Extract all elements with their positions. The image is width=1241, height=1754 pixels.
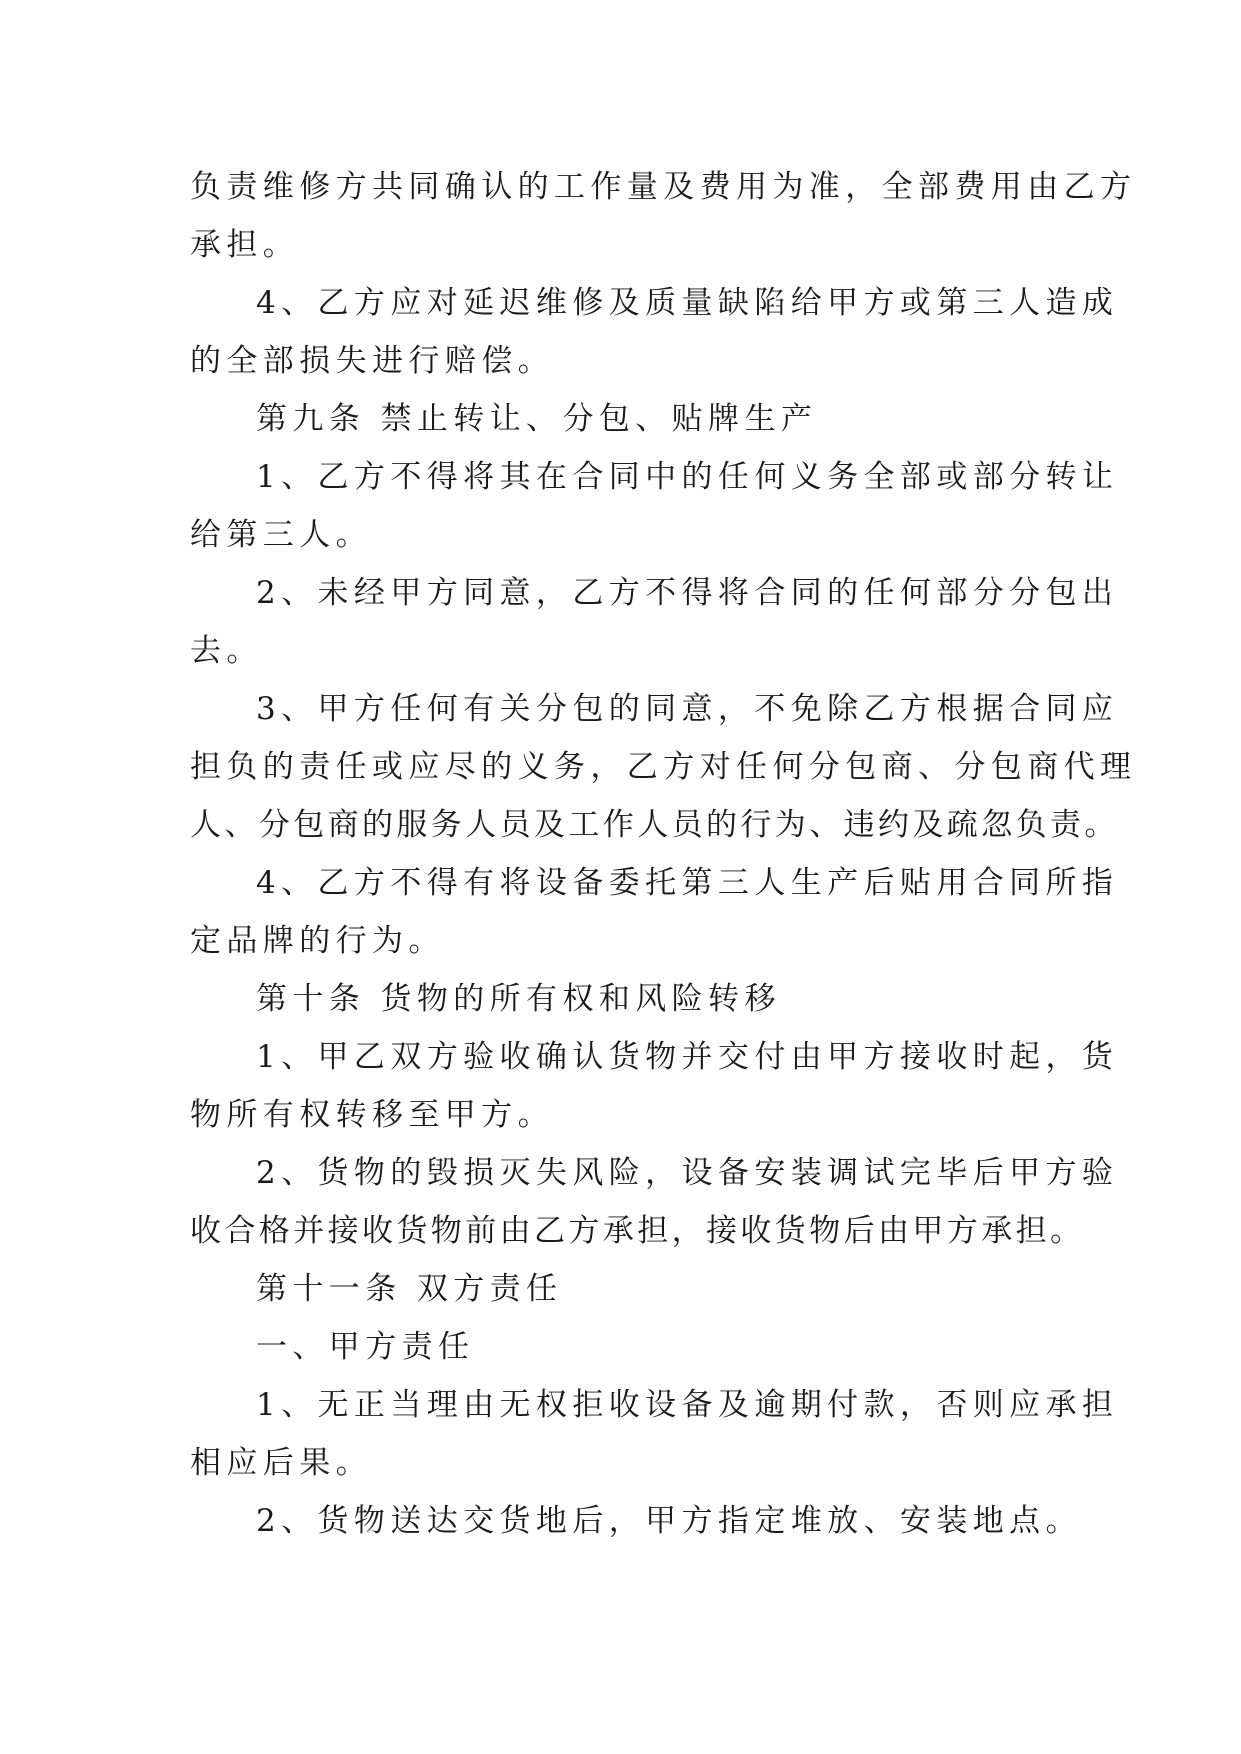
- text-line: 3、甲方任何有关分包的同意，不免除乙方根据合同应: [256, 691, 1119, 727]
- text-line: 给第三人。: [190, 517, 372, 553]
- text-line: 的全部损失进行赔偿。: [190, 343, 554, 379]
- subsection-heading: 一、甲方责任: [256, 1329, 475, 1365]
- text-line: 人、分包商的服务人员及工作人员的行为、违约及疏忽负责。: [190, 807, 1119, 843]
- text-line: 相应后果。: [190, 1445, 372, 1481]
- section-heading: 第九条 禁止转让、分包、贴牌生产: [256, 401, 818, 437]
- text-line: 去。: [190, 633, 263, 669]
- text-line: 担负的责任或应尽的义务，乙方对任何分包商、分包商代理: [190, 749, 1137, 785]
- text-line: 收合格并接收货物前由乙方承担，接收货物后由甲方承担。: [190, 1213, 1085, 1249]
- document-body: [190, 158, 1137, 1550]
- text-line: 负责维修方共同确认的工作量及费用为准，全部费用由乙方: [190, 169, 1137, 205]
- text-line: 4、乙方不得有将设备委托第三人生产后贴用合同所指: [256, 865, 1119, 901]
- text-line: 1、甲乙双方验收确认货物并交付由甲方接收时起，货: [256, 1039, 1119, 1075]
- text-line: 2、货物的毁损灭失风险，设备安装调试完毕后甲方验: [256, 1155, 1119, 1191]
- text-line: 4、乙方应对延迟维修及质量缺陷给甲方或第三人造成: [256, 285, 1119, 321]
- section-heading: 第十一条 双方责任: [256, 1271, 563, 1307]
- text-line: 定品牌的行为。: [190, 923, 445, 959]
- text-line: 1、无正当理由无权拒收设备及逾期付款，否则应承担: [256, 1387, 1119, 1423]
- text-line: 承担。: [190, 227, 300, 263]
- section-heading: 第十条 货物的所有权和风险转移: [256, 981, 781, 1017]
- text-line: 1、乙方不得将其在合同中的任何义务全部或部分转让: [256, 459, 1119, 495]
- text-line: 物所有权转移至甲方。: [190, 1097, 554, 1133]
- text-line: 2、货物送达交货地后，甲方指定堆放、安装地点。: [256, 1503, 1082, 1539]
- text-line: 2、未经甲方同意，乙方不得将合同的任何部分分包出: [256, 575, 1119, 611]
